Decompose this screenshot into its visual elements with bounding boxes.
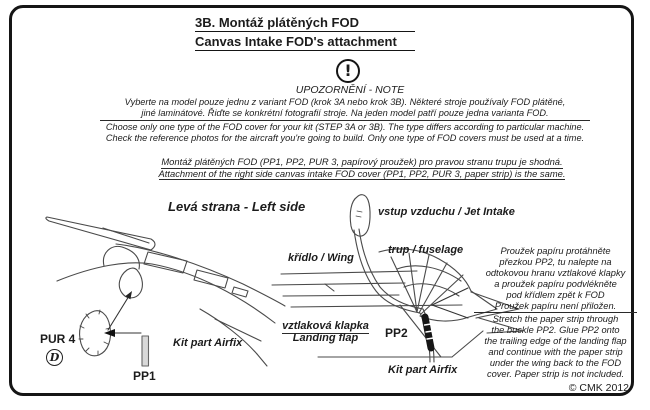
warning-exclamation-icon: ! [336, 59, 360, 83]
title-czech: 3B. Montáž plátěných FOD [195, 15, 415, 32]
strip-instructions-czech [474, 246, 637, 313]
instr-en-line1: Stretch the paper strip through [492, 314, 619, 325]
kit-part-label-mid: Kit part Airfix [388, 364, 458, 376]
note-english [100, 122, 590, 144]
instr-en-line6: cover. Paper strip is not included. [486, 368, 625, 379]
note-english-line2: Check the reference photos for the aircraft you're going to build. Only one type of FOD covers must be used at a time. [105, 133, 585, 143]
note-text [100, 97, 590, 144]
instr-cs-line1: Proužek papíru protáhněte [500, 246, 611, 256]
instr-en-line5: under the wing back to the FOD [489, 358, 622, 369]
note-czech-line2: jiné laminátové. Řiďte se konkrétní fotografií stroje. Na jeden model patří pouze jedna varianta FOD. [141, 108, 549, 118]
note-heading: UPOZORNĚNÍ - NOTE [295, 84, 405, 96]
instr-cs-line5: pod křídlem zpět k FOD [506, 289, 605, 300]
attachment-note-english: Attachment of the right side canvas intake FOD cover (PP1, PP2, PUR 3, paper strip) is the same. [158, 167, 566, 179]
note-czech-line1: Vyberte na model pouze jednu z variant FOD (krok 3A nebo krok 3B). Některé stroje používaly FOD plátěné, [124, 97, 566, 107]
strip-instructions-english [474, 314, 637, 379]
pp1-label: PP1 [133, 369, 156, 383]
note-czech [100, 97, 590, 121]
page-title [195, 15, 415, 53]
attachment-note-czech: Montáž plátěných FOD (PP1, PP2, PUR 3, papírový proužek) pro pravou stranu trupu je shodná. [161, 156, 563, 167]
fuselage-label: trup / fuselage [388, 244, 464, 256]
jet-intake-label: vstup vzduchu / Jet Intake [378, 206, 515, 218]
instr-cs-line6: Proužek papíru není přiložen. [494, 300, 617, 311]
pur4-label: PUR 4 [40, 332, 76, 346]
attachment-note [122, 157, 602, 180]
landing-flap-label [277, 320, 374, 344]
strip-instructions [474, 246, 637, 394]
instr-en-line4: and continue with the paper strip [488, 347, 623, 358]
landing-flap-czech: vztlaková klapka [282, 320, 369, 332]
note-english-line1: Choose only one type of the FOD cover for your kit (STEP 3A or 3B). The type differs according to particular machine. [105, 122, 585, 132]
instr-cs-line3: odtokovou hranu vztlakové klapky [485, 267, 626, 278]
wing-label: křídlo / Wing [288, 252, 354, 264]
title-english: Canvas Intake FOD's attachment [195, 34, 415, 51]
pp2-label: PP2 [385, 326, 408, 340]
instr-en-line2: the buckle PP2. Glue PP2 onto [491, 325, 620, 336]
copyright: © CMK 2012 [568, 381, 629, 394]
resin-part-d-marker: D [46, 349, 63, 366]
instr-cs-line4: a proužek papíru podvlékněte [494, 278, 617, 289]
instr-cs-line2: přezkou PP2, tu nalepte na [499, 256, 612, 267]
kit-part-label-left: Kit part Airfix [173, 337, 243, 349]
instr-en-line3: the trailing edge of the landing flap [484, 336, 627, 347]
landing-flap-english: Landing flap [292, 332, 359, 344]
side-heading: Levá strana - Left side [168, 199, 306, 214]
